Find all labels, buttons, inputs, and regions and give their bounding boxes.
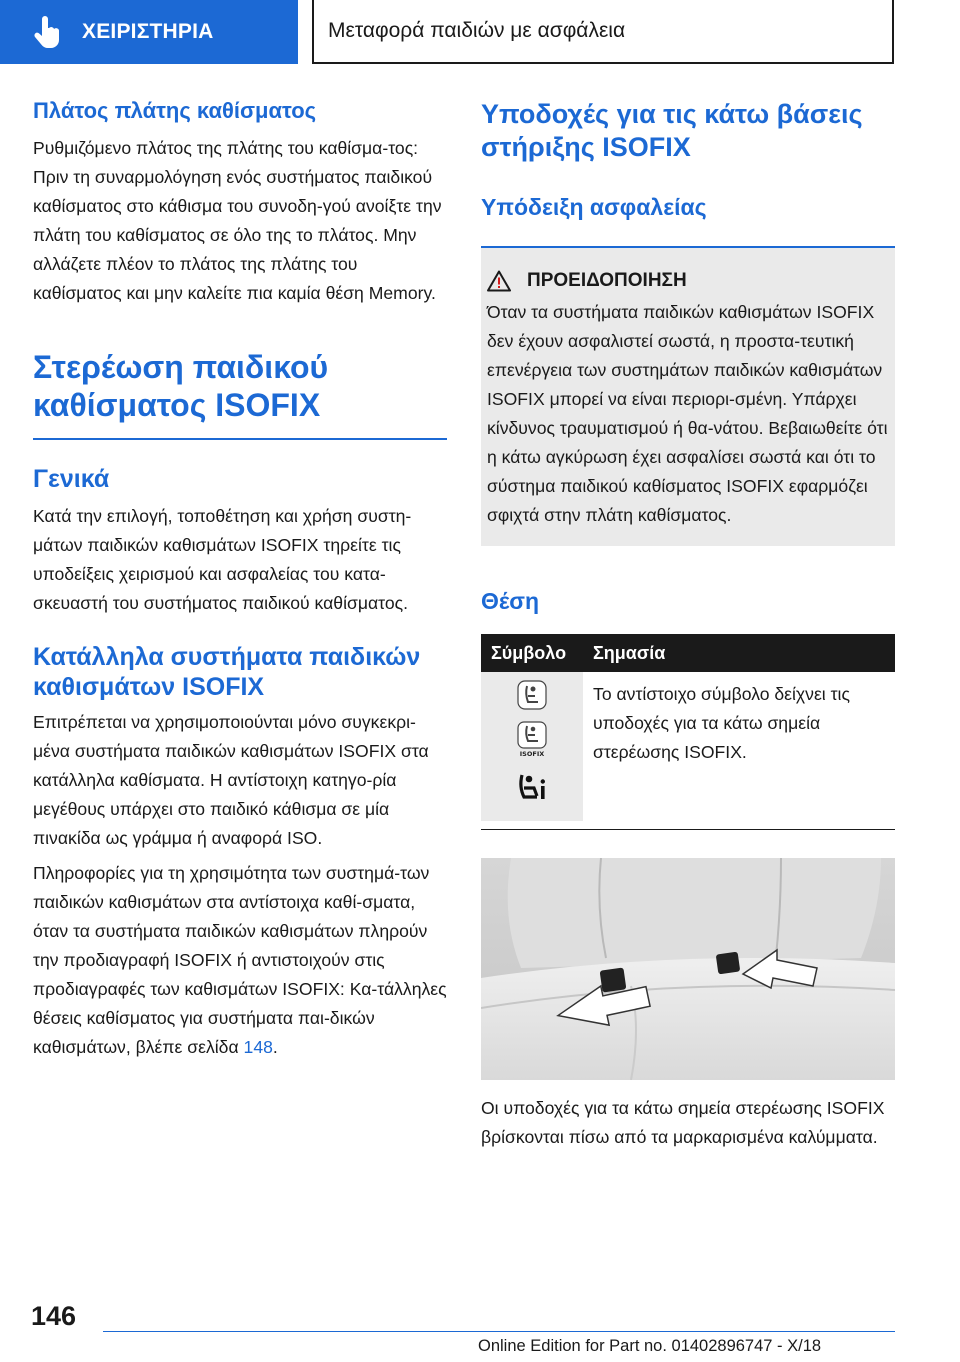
- warning-box: [481, 248, 895, 546]
- warning-title: ΠΡΟΕΙΔΟΠΟΙΗΣΗ: [487, 270, 889, 292]
- width-heading: Πλάτος πλάτης καθίσματος: [33, 98, 317, 123]
- child-seat-info-icon: [515, 770, 549, 804]
- symbol-cell: [481, 672, 583, 821]
- table-row: [481, 672, 895, 821]
- symbol-table: [481, 634, 895, 821]
- warning-text: Όταν τα συστήματα παιδικών καθισμάτων ISOFIX δεν έχουν ασφαλιστεί σωστά, η προστα-τευτική επενέργεια των συστημάτων παιδικών καθισμάτων ISOFIX μπορεί να είναι περιορι-σμένη. Υπάρχει κίνδυνος τραυματισμού ή θα-νάτου. Βεβαιωθείτε ότι η κάτω αγκύρωση έχει ασφαλίσει σωστά και ότι το σύστημα παιδικού καθίσματος ISOFIX εφαρμόζει σφιχτά στην πλάτη καθίσματος.: [487, 302, 888, 525]
- page-number: 146: [31, 1301, 77, 1331]
- section-title: Μεταφορά παιδιών με ασφάλεια: [312, 0, 894, 64]
- child-seat-icon: [517, 680, 547, 710]
- suitable-text-2: Πληροφορίες για τη χρησιμότητα των συστημά-των παιδικών καθισμάτων στα αντίστοιχα καθί-σματα, όταν τα συστήματα παιδικών καθισμάτων πληρούν την προδιαγραφή ISOFIX ή αντιστοιχούν στις προδιαγραφές των καθισμάτων ISOFIX: Κα-τάλληλες θέσεις καθίσματος για συστήματα παι-δικών καθισμάτων, βλέπε σελίδα 148.: [33, 863, 447, 1057]
- table-bottom-rule: [481, 829, 895, 830]
- general-text: Κατά την επιλογή, τοποθέτηση και χρήση συστη-μάτων παιδικών καθισμάτων ISOFIX τηρείτε τις υποδείξεις χειρισμού και ασφαλείας του κατα-σκευαστή του συστήματος παιδικού καθίσματος.: [33, 506, 412, 613]
- isofix-icon: [517, 721, 547, 757]
- width-text: Ρυθμιζόμενο πλάτος της πλάτης του καθίσμα-τος: Πριν τη συναρμολόγηση ενός συστήματος παιδικού καθίσματος στο κάθισμα του συνοδη-γού ανοίξτε την πλάτη του καθίσματος σε όλο της το πλάτος. Μην αλλάζετε πλέον το πλάτος της πλάτης του καθίσματος και μην καλείτε πια καμία θέση Memory.: [33, 138, 442, 303]
- col-symbol-header: Σύμβολο: [481, 634, 583, 672]
- suitable-text-1: Επιτρέπεται να χρησιμοποιούνται μόνο συγκεκρι-μένα συστήματα παιδικών καθισμάτων ISOFIX στα κατάλληλα καθίσματα. Η αντίστοιχη κατηγο-ρία μεγέθους υπάρχει στο παιδικό κάθισμα σε μία πινακίδα ως γράμμα ή αναφορά ISO.: [33, 712, 429, 848]
- main-heading: Στερέωση παιδικού καθίσματος ISOFIX: [33, 349, 329, 423]
- chapter-tab[interactable]: [0, 0, 298, 64]
- safety-heading: Υπόδειξη ασφαλείας: [481, 194, 707, 220]
- suitable-heading: Κατάλληλα συστήματα παιδικών καθισμάτων ISOFIX: [33, 643, 421, 701]
- isofix-anchors-photo: [481, 858, 895, 1080]
- general-heading: Γενικά: [33, 465, 110, 493]
- col-meaning-header: Σημασία: [583, 634, 895, 672]
- svg-text:ISOFIX: ISOFIX: [519, 750, 545, 757]
- meaning-cell: Το αντίστοιχο σύμβολο δείχνει τις υποδοχές για τα κάτω σημεία στερέωσης ISOFIX.: [593, 684, 850, 762]
- anchors-heading: Υποδοχές για τις κάτω βάσεις στήριξης ISOFIX: [481, 99, 863, 162]
- chapter-tab-label: ΧΕΙΡΙΣΤΗΡΙΑ: [82, 20, 214, 43]
- left-column: [33, 98, 447, 1062]
- photo-caption: Οι υποδοχές για τα κάτω σημεία στερέωσης ISOFIX βρίσκονται πίσω από τα μαρκαρισμένα καλύμματα.: [481, 1098, 885, 1147]
- position-heading: Θέση: [481, 588, 540, 614]
- footer-edition: Online Edition for Part no. 01402896747 - X/18: [478, 1337, 822, 1355]
- page-ref-link[interactable]: 148: [243, 1037, 273, 1057]
- heading-rule: [33, 438, 447, 440]
- hand-pointer-icon: [28, 12, 68, 52]
- footer-rule: [103, 1331, 895, 1332]
- warning-triangle-icon: [487, 270, 511, 292]
- right-column: [481, 98, 895, 1152]
